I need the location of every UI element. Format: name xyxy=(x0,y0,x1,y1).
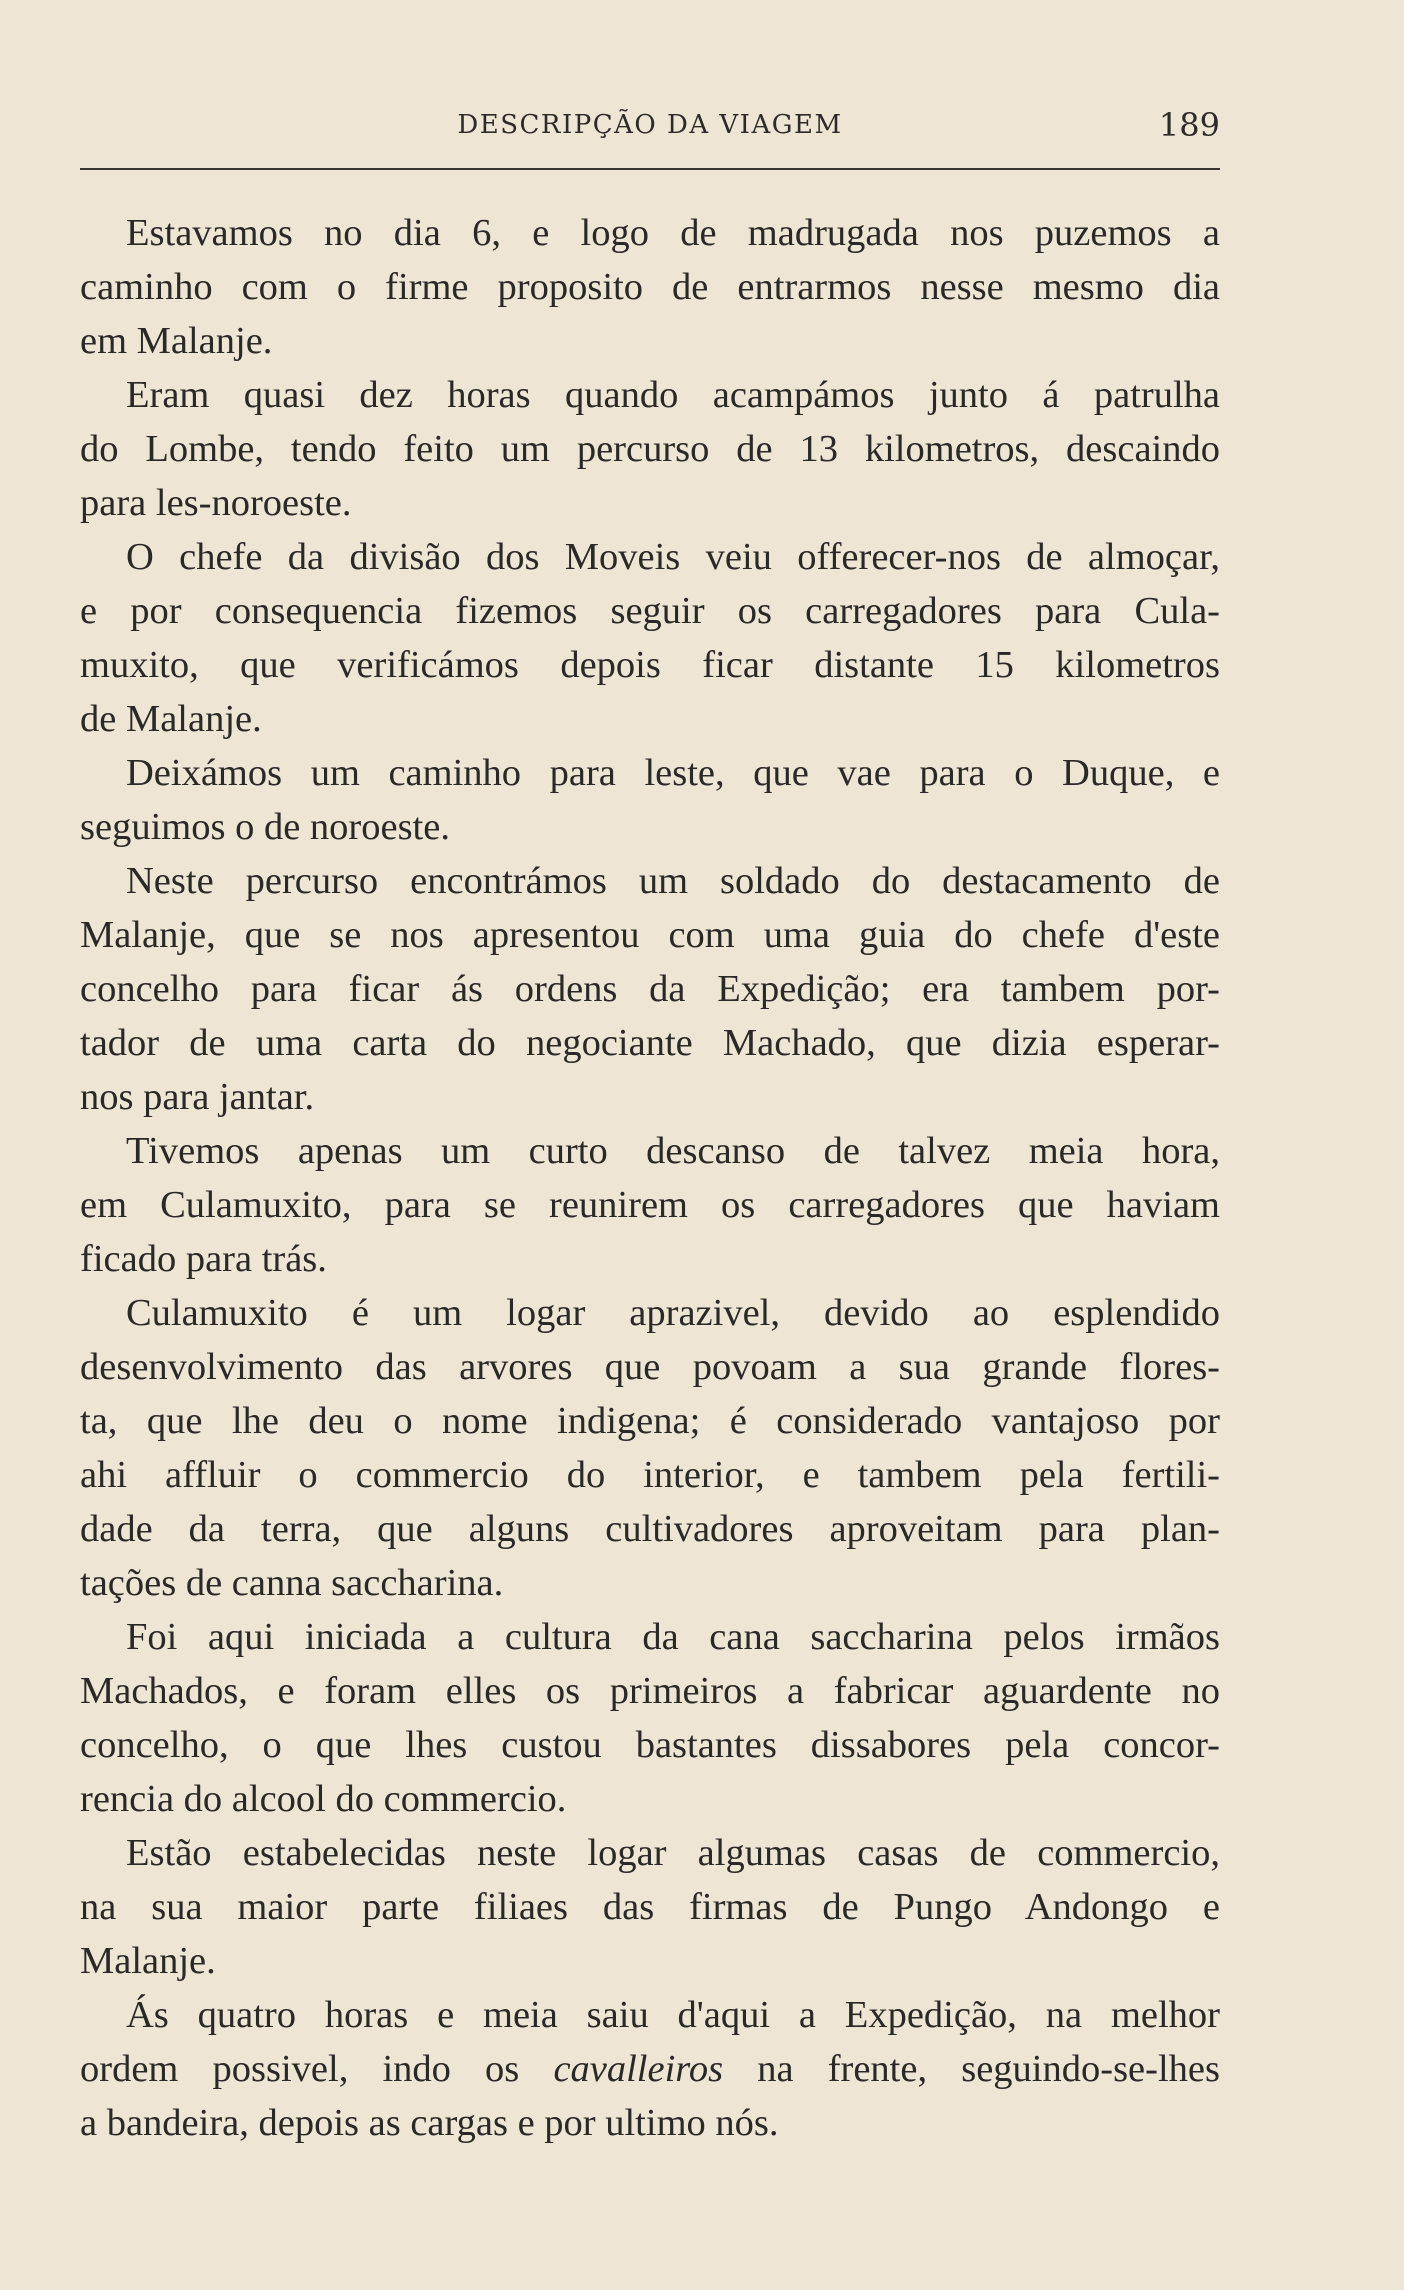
text-line: desenvolvimento das arvores que povoam a sua grande flores- xyxy=(80,1346,1220,1388)
text-line: na sua maior parte filiaes das firmas de Pungo Andongo e xyxy=(80,1886,1220,1928)
text-line: Ás quatro horas e meia saiu d'aqui a Expedição, na melhor xyxy=(126,1994,1220,2036)
paragraph xyxy=(80,1610,1220,1826)
text-line: ordem possivel, indo os cavalleiros na frente, seguindo-se-lhes xyxy=(80,2048,1220,2090)
text-line: Malanje, que se nos apresentou com uma guia do chefe d'este xyxy=(80,914,1220,956)
page-header xyxy=(80,102,1220,162)
text-line: para les-noroeste. xyxy=(80,482,352,524)
text-line: em Culamuxito, para se reunirem os carregadores que haviam xyxy=(80,1184,1220,1226)
text-line: do Lombe, tendo feito um percurso de 13 kilometros, descaindo xyxy=(80,428,1220,470)
text-line: Malanje. xyxy=(80,1940,216,1982)
text-line: Tivemos apenas um curto descanso de talvez meia hora, xyxy=(126,1130,1220,1172)
text-line: Estavamos no dia 6, e logo de madrugada nos puzemos a xyxy=(126,212,1220,254)
text-line: ta, que lhe deu o nome indigena; é considerado vantajoso por xyxy=(80,1400,1220,1442)
text-line: e por consequencia fizemos seguir os carregadores para Cula- xyxy=(80,590,1220,632)
text-line: ficado para trás. xyxy=(80,1238,327,1280)
paragraph xyxy=(80,1124,1220,1286)
paragraph xyxy=(80,530,1220,746)
text-line: caminho com o firme proposito de entrarmos nesse mesmo dia xyxy=(80,266,1220,308)
text-line: O chefe da divisão dos Moveis veiu offerecer-nos de almoçar, xyxy=(126,536,1220,578)
text-line: Culamuxito é um logar aprazivel, devido ao esplendido xyxy=(126,1292,1220,1334)
running-title: DESCRIPÇÃO DA VIAGEM xyxy=(457,110,843,140)
paragraph xyxy=(80,1286,1220,1610)
paragraph xyxy=(80,206,1220,368)
text-line: muxito, que verificámos depois ficar distante 15 kilometros xyxy=(80,644,1220,686)
paragraph xyxy=(80,854,1220,1124)
text-line: Deixámos um caminho para leste, que vae para o Duque, e xyxy=(126,752,1220,794)
page-number: 189 xyxy=(1158,106,1220,144)
paragraph xyxy=(80,1988,1220,2150)
text-line: a bandeira, depois as cargas e por ultimo nós. xyxy=(80,2102,779,2144)
text-line: em Malanje. xyxy=(80,320,273,362)
text-line: tações de canna saccharina. xyxy=(80,1562,504,1604)
paragraph xyxy=(80,1826,1220,1988)
text-line: dade da terra, que alguns cultivadores aproveitam para plan- xyxy=(80,1508,1220,1550)
paragraph xyxy=(80,368,1220,530)
header-rule xyxy=(80,168,1220,170)
text-line: Estão estabelecidas neste logar algumas casas de commercio, xyxy=(126,1832,1220,1874)
text-line: Eram quasi dez horas quando acampámos junto á patrulha xyxy=(126,374,1220,416)
text-line: Foi aqui iniciada a cultura da cana saccharina pelos irmãos xyxy=(126,1616,1220,1658)
text-line: concelho para ficar ás ordens da Expedição; era tambem por- xyxy=(80,968,1220,1010)
text-line: Neste percurso encontrámos um soldado do destacamento de xyxy=(126,860,1220,902)
text-line: concelho, o que lhes custou bastantes dissabores pela concor- xyxy=(80,1724,1220,1766)
text-line: ahi affluir o commercio do interior, e tambem pela fertili- xyxy=(80,1454,1220,1496)
body-text xyxy=(80,206,1220,2150)
text-line: rencia do alcool do commercio. xyxy=(80,1778,567,1820)
text-line: Machados, e foram elles os primeiros a fabricar aguardente no xyxy=(80,1670,1220,1712)
text-line: seguimos o de noroeste. xyxy=(80,806,450,848)
text-line: de Malanje. xyxy=(80,698,262,740)
text-line: nos para jantar. xyxy=(80,1076,315,1118)
paragraph xyxy=(80,746,1220,854)
text-line: tador de uma carta do negociante Machado, que dizia esperar- xyxy=(80,1022,1220,1064)
